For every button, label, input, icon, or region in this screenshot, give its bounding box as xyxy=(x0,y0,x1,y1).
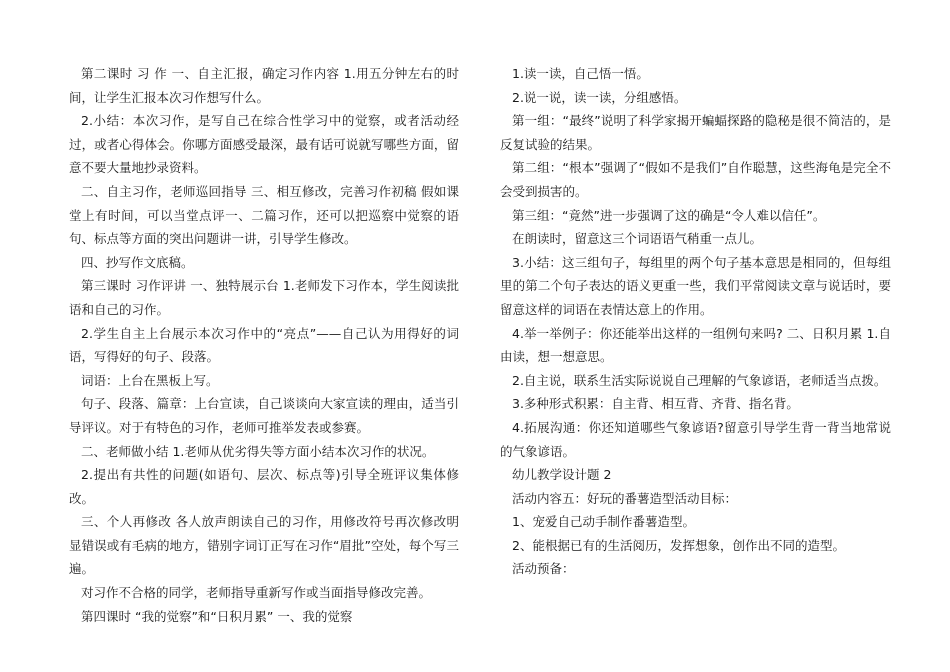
paragraph: 第二组：“根本”强调了“假如不是我们”自作聪慧，这些海龟是完全不会受到损害的。 xyxy=(500,160,891,199)
right-column xyxy=(500,62,891,581)
paragraph: 第三组：“竟然”进一步强调了这的确是“令人难以信任”。 xyxy=(512,207,826,223)
paragraph: 第二课时 习 作 一、自主汇报，确定习作内容 1.用五分钟左右的时间，让学生汇报本次习作想写什么。 xyxy=(69,66,459,105)
paragraph: 词语：上台在黑板上写。 xyxy=(81,372,219,388)
paragraph: 2.自主说，联系生活实际说说自己理解的气象谚语，老师适当点拨。 xyxy=(512,372,887,388)
paragraph: 1.读一读，自己悟一悟。 xyxy=(512,66,649,81)
paragraph: 二、自主习作，老师巡回指导 三、相互修改，完善习作初稿 假如课堂上有时间，可以当堂点评一、二篇习作，还可以把巡察中觉察的语句、标点等方面的突出问题讲一讲，引导学生修改。 xyxy=(69,183,459,247)
paragraph: 4.拓展沟通：你还知道哪些气象谚语?留意引导学生背一背当地常说的气象谚语。 xyxy=(500,419,891,459)
paragraph: 活动预备： xyxy=(512,561,575,577)
paragraph: 对习作不合格的同学，老师指导重新写作或当面指导修改完善。 xyxy=(81,585,432,601)
paragraph: 3.小结：这三组句子，每组里的两个句子基本意思是相同的，但每组里的第二个句子表达的语义更重一些，我们平常阅读文章与说话时，要留意这样的词语在表情达意上的作用。 xyxy=(500,254,891,317)
paragraph: 第一组：“最终”说明了科学家揭开蝙蝠探路的隐秘是很不简洁的，是反复试验的结果。 xyxy=(500,113,891,152)
paragraph: 2.小结：本次习作，是写自己在综合性学习中的觉察，或者活动经过，或者心得体会。你哪方面感受最深，最有话可说就写哪些方面，留意不要大量地抄录资料。 xyxy=(69,113,459,176)
paragraph: 1、宠爱自己动手制作番薯造型。 xyxy=(512,514,695,530)
paragraph: 活动内容五：好玩的番薯造型活动目标： xyxy=(512,490,738,506)
paragraph: 3.多种形式积累：自主背、相互背、齐背、指名背。 xyxy=(512,396,799,412)
paragraph: 2.提出有共性的问题(如语句、层次、标点等)引导全班评议集体修改。 xyxy=(69,467,459,506)
paragraph: 句子、段落、篇章：上台宣读，自己谈谈向大家宣读的理由，适当引导评议。对于有特色的习作，老师可推举发表或参赛。 xyxy=(69,396,459,435)
left-column xyxy=(69,62,459,628)
paragraph: 4.举一举例子：你还能举出这样的一组例句来吗? 二、日积月累 1.自由读，想一想意思。 xyxy=(500,325,891,365)
paragraph: 2、能根据已有的生活阅历，发挥想象，创作出不同的造型。 xyxy=(512,537,845,553)
paragraph: 第三课时 习作评讲 一、独特展示台 1.老师发下习作本，学生阅读批语和自己的习作。 xyxy=(69,278,459,317)
paragraph: 第四课时 “我的觉察”和“日积月累” 一、我的觉察 xyxy=(81,608,353,624)
section-heading: 幼儿教学设计题 2 xyxy=(512,467,612,483)
paragraph: 四、抄写作文底稿。 xyxy=(81,254,194,270)
paragraph: 2.学生自主上台展示本次习作中的“亮点”——自己认为用得好的词语，写得好的句子、段落。 xyxy=(69,325,459,365)
paragraph: 2.说一说，读一读，分组感悟。 xyxy=(512,89,687,105)
paragraph: 在朗读时，留意这三个词语语气稍重一点儿。 xyxy=(512,231,763,247)
paragraph: 二、老师做小结 1.老师从优劣得失等方面小结本次习作的状况。 xyxy=(81,443,435,459)
paragraph: 三、个人再修改 各人放声朗读自己的习作，用修改符号再次修改明显错误或有毛病的地方，错别字词订正写在习作“眉批”空处，每个写三遍。 xyxy=(69,514,459,577)
